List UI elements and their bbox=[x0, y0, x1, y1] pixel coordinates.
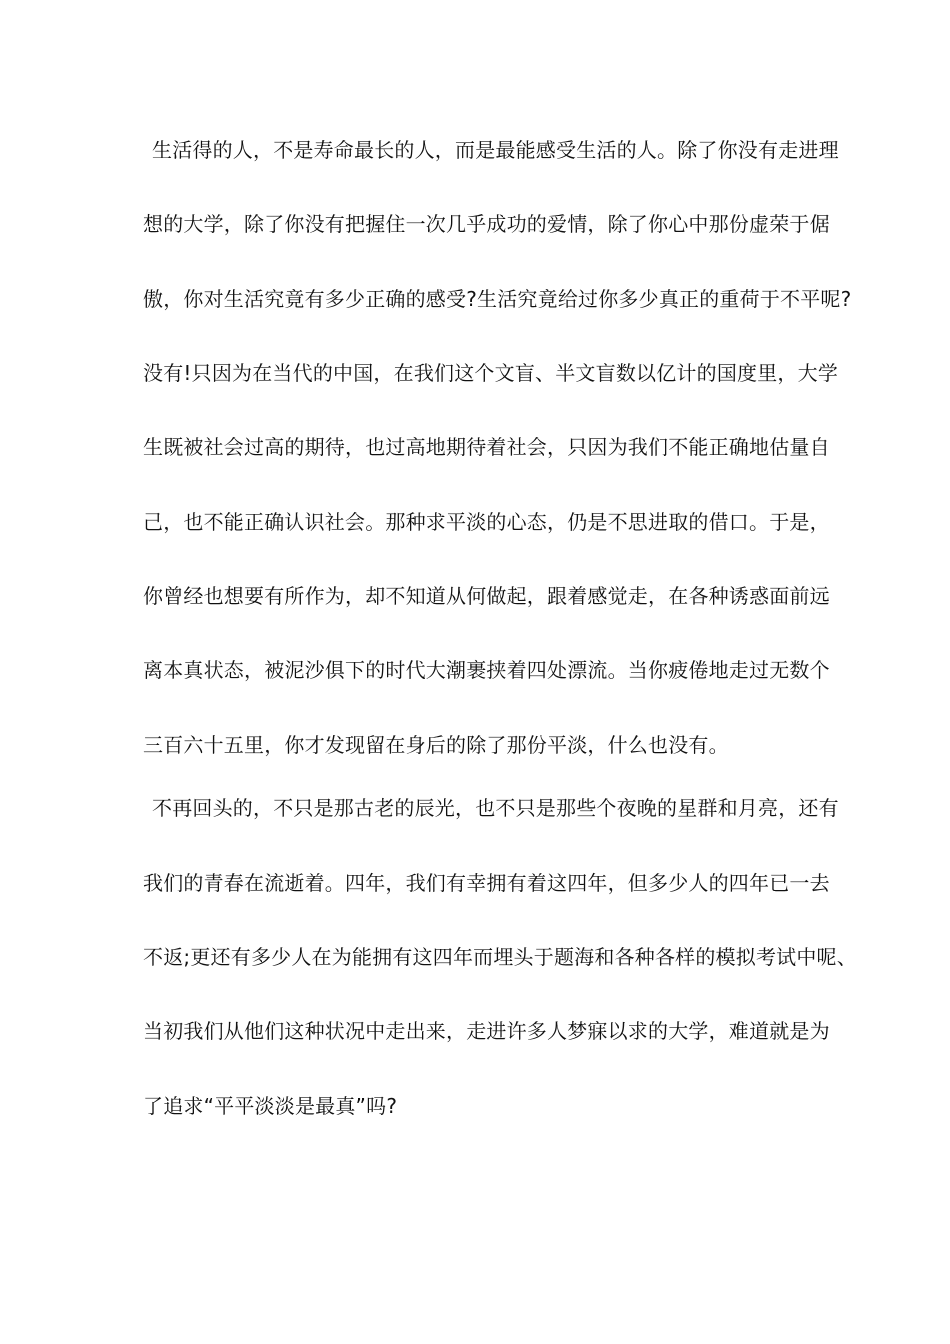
paragraph-1-line-4: 没有!只因为在当代的中国，在我们这个文盲、半文盲数以亿计的国度里，大学 bbox=[143, 361, 839, 385]
paragraph-2-line-3: 不返;更还有多少人在为能拥有这四年而埋头于题海和各种各样的模拟考试中呢、 bbox=[143, 945, 857, 969]
paragraph-1-line-3: 傲，你对生活究竟有多少正确的感受?生活究竟给过你多少真正的重荷于不平呢? bbox=[143, 287, 852, 311]
paragraph-1-line-2: 想的大学，除了你没有把握住一次几乎成功的爱情，除了你心中那份虚荣于倨 bbox=[143, 212, 830, 236]
paragraph-1-line-9: 三百六十五里，你才发现留在身后的除了那份平淡，什么也没有。 bbox=[143, 733, 729, 757]
paragraph-1-line-6: 己，也不能正确认识社会。那种求平淡的心态，仍是不思进取的借口。于是， bbox=[143, 510, 830, 534]
paragraph-1-line-5: 生既被社会过高的期待，也过高地期待着社会，只因为我们不能正确地估量自 bbox=[143, 435, 830, 459]
paragraph-1-line-7: 你曾经也想要有所作为，却不知道从何做起，跟着感觉走，在各种诱惑面前远 bbox=[143, 584, 830, 608]
paragraph-2-line-1: 不再回头的，不只是那古老的辰光，也不只是那些个夜晚的星群和月亮，还有 bbox=[152, 796, 839, 820]
paragraph-1-line-1: 生活得的人，不是寿命最长的人，而是最能感受生活的人。除了你没有走进理 bbox=[152, 138, 839, 162]
paragraph-2-line-4: 当初我们从他们这种状况中走出来，走进许多人梦寐以求的大学，难道就是为 bbox=[143, 1019, 830, 1043]
paragraph-1-line-8: 离本真状态，被泥沙俱下的时代大潮裹挟着四处漂流。当你疲倦地走过无数个 bbox=[143, 658, 830, 682]
paragraph-2-line-5: 了追求“平平淡淡是最真”吗? bbox=[143, 1094, 398, 1118]
paragraph-2-line-2: 我们的青春在流逝着。四年，我们有幸拥有着这四年，但多少人的四年已一去 bbox=[143, 871, 830, 895]
